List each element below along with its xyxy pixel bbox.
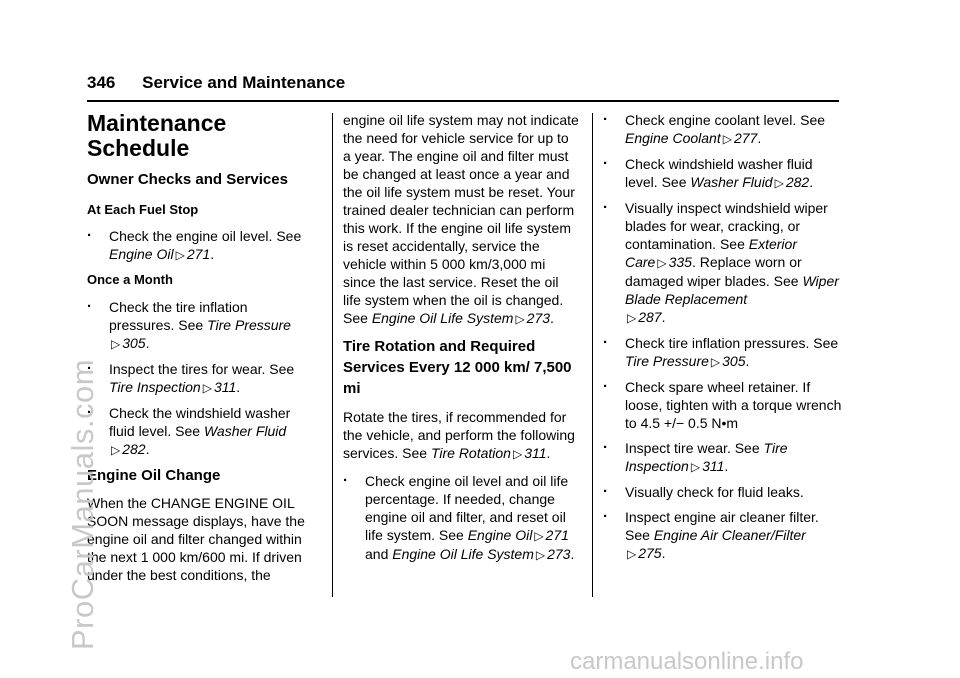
page-ref[interactable]: 335 [668,254,692,270]
ref-link[interactable]: Tire Pressure [207,317,291,333]
page-ref[interactable]: 277 [733,130,758,146]
ref-link[interactable]: Tire Pressure [625,353,709,369]
list-item: . Visually check for fluid leaks. [603,483,843,501]
list-item: . Check tire inflation pressures. See Tire Pressure ▷ 305. [603,334,843,371]
ref-link[interactable]: Tire Inspection [625,440,788,474]
list-item: . Check windshield washer fluid level. See Washer Fluid ▷ 282. [603,155,843,192]
column-divider [592,113,593,597]
page-ref[interactable]: 271 [545,527,569,543]
page-ref-icon: ▷ [690,460,701,474]
page-title: Maintenance Schedule [87,110,227,161]
rotation-paragraph: Rotate the tires, if recommended for the vehicle, and perform the following services. See Tire Rotation ▷ 311. [343,409,575,461]
ref-link[interactable]: Tire Inspection [109,379,201,395]
page-ref-icon: ▷ [111,337,121,351]
page-ref-icon: ▷ [722,132,732,146]
page-header [87,73,345,93]
page-ref-icon: ▷ [535,548,546,562]
ref-link[interactable]: Engine Oil Life System [371,310,514,326]
list-item: . Check spare wheel retainer. If loose, tighten with a torque wrench to 4.5 +/− 0.5 N•m [603,378,843,432]
bottom-watermark: carmanualsonline.info [570,648,804,675]
page-ref[interactable]: 311 [524,445,547,461]
column-2 [343,111,579,571]
page-ref-icon: ▷ [202,381,212,395]
list-item: . Inspect the tires for wear. See Tire Inspection ▷ 311. [87,360,315,397]
list-item: . Check engine oil level and oil life percentage. If needed, change engine oil and filter, and reset oil life system. See Engine Oil ▷ 271 and Engine Oil Life System ▷ 273. [343,472,579,564]
page-ref-icon: ▷ [627,311,637,325]
page-ref[interactable]: 271 [186,246,211,262]
column-divider [332,113,333,597]
ref-link[interactable]: Engine Coolant [625,130,721,146]
page-number: 346 [87,73,116,92]
tire-rotation-heading: Tire Rotation and Required Services Every 12 000 km/ 7,500 mi [343,338,572,397]
page-ref-icon: ▷ [111,443,121,457]
page-ref[interactable]: 305 [122,335,146,351]
header-rule [87,100,839,102]
month-heading: Once a Month [87,272,173,287]
list-item: . Check the windshield washer fluid level. See Washer Fluid ▷ 282. [87,404,315,459]
page-ref[interactable]: 311 [213,379,237,395]
page-ref[interactable]: 273 [526,310,551,326]
page-ref-icon: ▷ [774,176,784,190]
oil-life-paragraph: engine oil life system may not indicate the need for vehicle service for up to a year. The engine oil and filter must be changed at least once a year and the oil life system must be reset. Your trained dealer technician can perform this work. If the engine oil life system is reset accidentally, service the vehicle within 5 000 km/3,000 mi since the last service. Reset the oil life system when the oil is changed. See Engine Oil Life System ▷ 273. [343,112,579,326]
list-item: . Check engine coolant level. See Engine Coolant ▷ 277. [603,111,843,148]
list-item: . Check the tire inflation pressures. See Tire Pressure ▷ 305. [87,298,315,353]
list-item: . Visually inspect windshield wiper blades for wear, cracking, or contamination. See Exterior Care ▷ 335. Replace worn or damaged wiper blades. See Wiper Blade Replacement ▷ 287. [603,199,843,327]
owner-checks-heading: Owner Checks and Services [87,171,288,188]
page-ref-icon: ▷ [657,256,667,270]
ref-link[interactable]: Engine Oil [109,246,174,262]
side-watermark: ProCarManuals.com [65,358,100,650]
page-ref[interactable]: 305 [722,353,746,369]
page-ref[interactable]: 282 [785,174,810,190]
ref-link[interactable]: Exterior Care [625,236,797,270]
ref-link[interactable]: Engine Oil Life System [392,546,534,562]
page-ref-icon: ▷ [710,355,721,369]
oil-change-text: When the CHANGE ENGINE OIL SOON message displays, have the engine oil and filter changed within the next 1 000 km/600 mi. If driven under the best conditions, the [87,495,305,583]
page-ref-icon: ▷ [534,529,544,543]
ref-link[interactable]: Washer Fluid [690,174,773,190]
ref-link[interactable]: Tire Rotation [430,445,511,461]
ref-link[interactable]: Wiper Blade Replacement [625,273,839,307]
page-ref-icon: ▷ [512,447,523,461]
ref-link[interactable]: Engine Air Cleaner/Filter [653,527,806,543]
page-ref-icon: ▷ [627,547,637,561]
column-3 [603,111,843,570]
oil-change-heading: Engine Oil Change [87,467,221,484]
page-ref-icon: ▷ [175,248,185,262]
list-item: . Check the engine oil level. See Engine Oil ▷ 271. [87,227,315,264]
section-title: Service and Maintenance [142,73,346,92]
list-item: . Inspect engine air cleaner filter. See Engine Air Cleaner/Filter ▷ 275. [603,508,843,563]
column-1 [87,111,315,584]
page-ref[interactable]: 273 [547,546,571,562]
page-ref[interactable]: 275 [638,545,662,561]
list-item: . Inspect tire wear. See Tire Inspection ▷ 311. [603,439,843,476]
page-ref[interactable]: 282 [122,441,146,457]
page-ref[interactable]: 311 [702,458,725,474]
fuel-stop-heading: At Each Fuel Stop [87,202,199,217]
ref-link[interactable]: Engine Oil [467,527,533,543]
page-ref-icon: ▷ [515,312,525,326]
ref-link[interactable]: Washer Fluid [203,423,287,439]
page-ref[interactable]: 287 [638,309,662,325]
